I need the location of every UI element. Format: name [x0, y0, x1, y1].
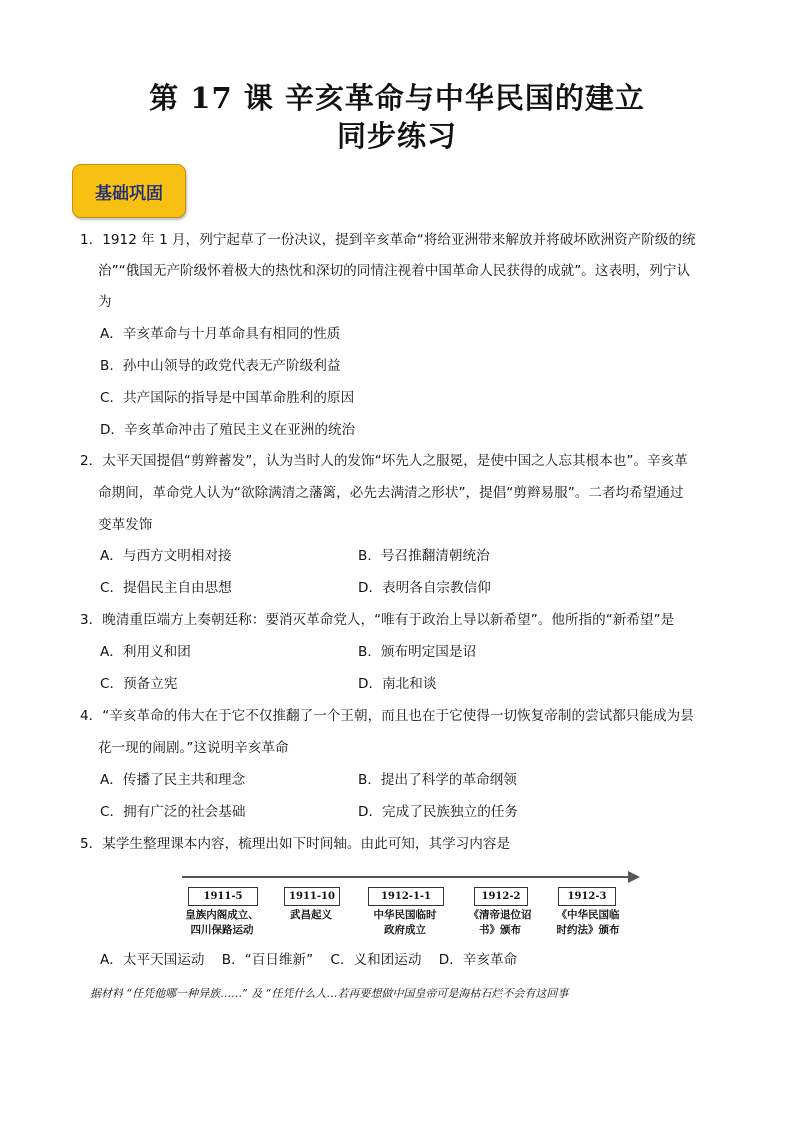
timeline-event-5-line-1: 《中华民国临: [556, 909, 620, 921]
question-2-option-a[interactable]: A．与西方文明相对接: [100, 548, 232, 564]
question-2-line-3: 变革发饰: [98, 517, 153, 533]
timeline-axis: [182, 876, 630, 878]
timeline-event-3: [362, 908, 448, 938]
footer-note: 据材料 “任凭他哪一种异族……” 及 “任凭什么人…若再要想做中国皇帝可是海枯石烂不会有这回事: [90, 987, 569, 1000]
question-1-line-1: 1．1912 年 1 月，列宁起草了一份决议，提到辛亥革命“将给亚洲带来解放并将破坏欧洲资产阶级的统: [80, 232, 696, 248]
question-2-option-d[interactable]: D．表明各自宗教信仰: [358, 580, 491, 596]
timeline-date-3: 1912-1-1: [368, 887, 444, 906]
question-1-option-b[interactable]: B．孙中山领导的政党代表无产阶级利益: [100, 358, 341, 374]
timeline-event-1-line-2: 四川保路运动: [190, 924, 254, 936]
question-4-option-b[interactable]: B．提出了科学的革命纲领: [358, 772, 517, 788]
timeline-event-2: [270, 908, 352, 923]
question-1-line-2: 治”“俄国无产阶级怀着极大的热忱和深切的同情注视着中国革命人民获得的成就”。这表明，列宁认: [98, 263, 691, 279]
timeline-date-1: 1911-5: [188, 887, 258, 906]
question-2-option-b[interactable]: B．号召推翻清朝统治: [358, 548, 490, 564]
timeline-event-5-line-2: 时约法》颁布: [556, 924, 620, 936]
timeline-event-4-line-1: 《清帝退位诏: [468, 909, 532, 921]
question-3-option-a[interactable]: A．利用义和团: [100, 644, 191, 660]
timeline-event-3-line-2: 政府成立: [384, 924, 426, 936]
timeline-event-3-line-1: 中华民国临时: [373, 909, 437, 921]
question-4-line-2: 花一现的闹剧。”这说明辛亥革命: [98, 740, 289, 756]
timeline-event-2-line-1: 武昌起义: [290, 909, 332, 921]
question-4-option-c[interactable]: C．拥有广泛的社会基础: [100, 804, 246, 820]
question-4-option-a[interactable]: A．传播了民主共和理念: [100, 772, 246, 788]
page-subtitle: 同步练习: [336, 119, 457, 153]
section-badge: 基础巩固: [72, 164, 186, 218]
timeline-date-2: 1911-10: [284, 887, 340, 906]
page-title: 第 17 课 辛亥革命与中华民国的建立: [149, 81, 645, 115]
timeline-figure: [182, 866, 642, 938]
question-5-line-1: 5．某学生整理课本内容，梳理出如下时间轴。由此可知，其学习内容是: [80, 836, 511, 852]
question-1-line-3: 为: [98, 294, 112, 310]
question-2-option-c[interactable]: C．提倡民主自由思想: [100, 580, 232, 596]
timeline-event-4-line-2: 书》颁布: [479, 924, 521, 936]
question-3-option-b[interactable]: B．颁布明定国是诏: [358, 644, 477, 660]
timeline-date-5: 1912-3: [558, 887, 616, 906]
question-1-option-d[interactable]: D．辛亥革命冲击了殖民主义在亚洲的统治: [100, 422, 356, 438]
question-2-line-1: 2．太平天国提倡“剪辫蓄发”，认为当时人的发饰“坏先人之服冕，是使中国之人忘其根本也”。辛亥革: [80, 453, 688, 469]
question-4-option-d[interactable]: D．完成了民族独立的任务: [358, 804, 518, 820]
timeline-event-1-line-1: 皇族内阁成立、: [185, 909, 259, 921]
question-5-options[interactable]: A．太平天国运动 B．“百日维新” C．义和团运动 D．辛亥革命: [100, 952, 518, 968]
question-3-option-d[interactable]: D．南北和谈: [358, 676, 437, 692]
timeline-event-1: [176, 908, 268, 938]
timeline-event-5: [546, 908, 630, 938]
timeline-date-4: 1912-2: [474, 887, 528, 906]
timeline-event-4: [460, 908, 540, 938]
question-2-line-2: 命期间，革命党人认为“欲除满清之藩篱，必先去满清之形状”，提倡“剪辫易服”。二者均希望通过: [98, 485, 684, 501]
question-3-option-c[interactable]: C．预备立宪: [100, 676, 178, 692]
question-4-line-1: 4．“辛亥革命的伟大在于它不仅推翻了一个王朝，而且也在于它使得一切恢复帝制的尝试都只能成为昙: [80, 708, 694, 724]
question-1-option-c[interactable]: C．共产国际的指导是中国革命胜利的原因: [100, 390, 355, 406]
question-1-option-a[interactable]: A．辛亥革命与十月革命具有相同的性质: [100, 326, 341, 342]
question-3-line-1: 3．晚清重臣端方上奏朝廷称：要消灭革命党人，“唯有于政治上导以新希望”。他所指的“新希望”是: [80, 612, 675, 628]
timeline-arrow-icon: [628, 871, 640, 883]
